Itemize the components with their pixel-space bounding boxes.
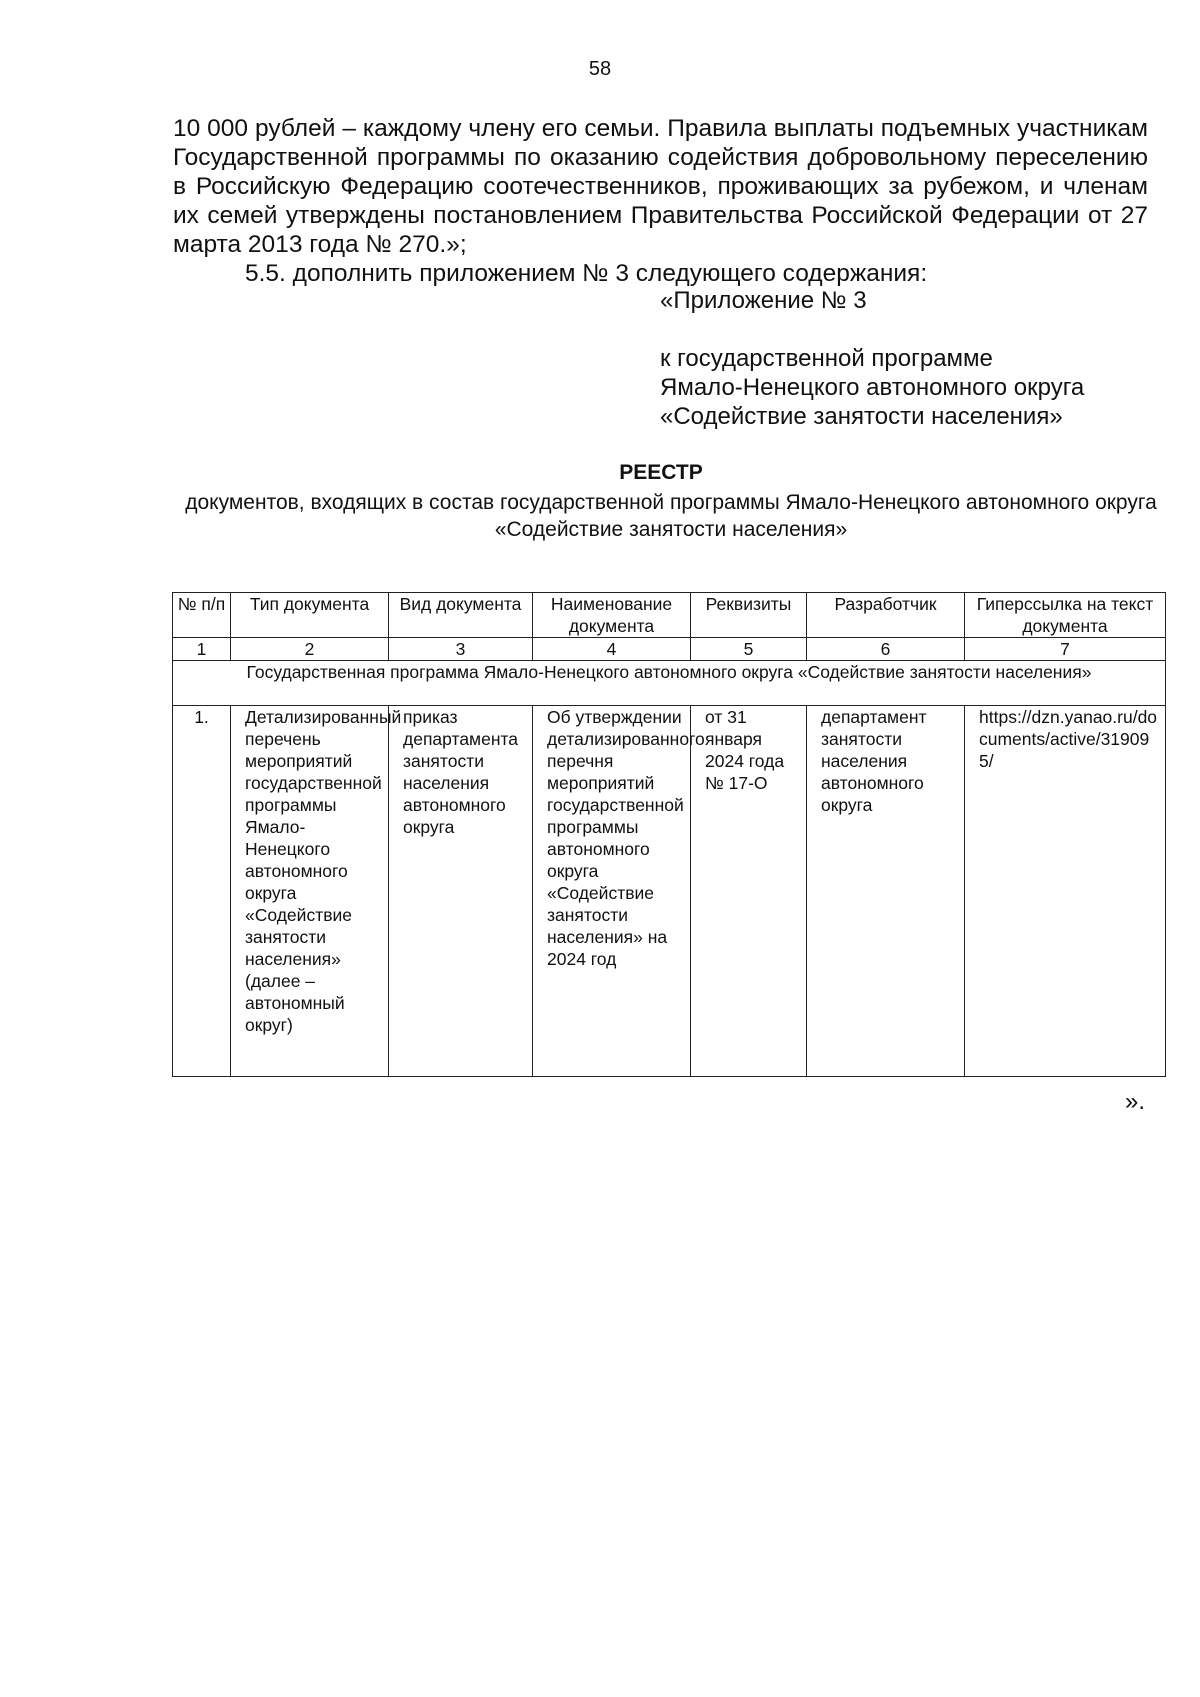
appendix-line: Ямало-Ненецкого автономного округа [660, 374, 1085, 401]
column-number: 4 [533, 638, 691, 661]
document-requisites: от 31 января 2024 года № 17-О [691, 706, 807, 1077]
closing-mark: ». [1125, 1088, 1146, 1115]
column-number: 1 [173, 638, 231, 661]
appendix-subtitle [660, 344, 1084, 431]
table-header-cell: Реквизиты [691, 593, 807, 638]
registry-title: РЕЕСТР [619, 461, 703, 484]
registry-table [172, 592, 1166, 1077]
paragraph-payments: 10 000 рублей – каждому члену его семьи. Правила выплаты подъемных участникам Государственной программы по оказанию содействия добровольному переселению в Российскую Федерацию соотечественников, проживающих за рубежом, и членам их семей утверждены постановлением Правительства Российской Федерации от 27 марта 2013 года № 270.»; [173, 115, 1148, 258]
registry-subtitle: документов, входящих в состав государственной программы Ямало-Ненецкого автономного округа «Содействие занятости населения» [185, 491, 1157, 541]
appendix-line: к государственной программе [660, 345, 993, 372]
section-title: Государственная программа Ямало-Ненецкого автономного округа «Содействие занятости населения» [173, 661, 1166, 706]
table-header-cell: Наименование документа [533, 593, 691, 638]
column-number: 2 [231, 638, 389, 661]
table-header-cell: Вид документа [389, 593, 533, 638]
table-header-cell: Гиперссылка на текст документа [965, 593, 1166, 638]
column-number: 7 [965, 638, 1166, 661]
table-header-cell: Тип документа [231, 593, 389, 638]
column-number: 5 [691, 638, 807, 661]
table-header-cell: № п/п [173, 593, 231, 638]
page-number: 58 [588, 58, 612, 80]
appendix-title: «Приложение № 3 [660, 287, 867, 314]
column-number: 6 [807, 638, 965, 661]
table-row [173, 706, 1166, 1077]
document-developer: департамент занятости населения автономного округа [807, 706, 965, 1077]
column-number: 3 [389, 638, 533, 661]
table-header-cell: Разработчик [807, 593, 965, 638]
table-column-number-row [173, 638, 1166, 661]
document-type: Детализированный перечень мероприятий государственной программы Ямало-Ненецкого автономного округа «Содействие занятости населения» (далее – автономный округ) [231, 706, 389, 1077]
document-name: Об утверждении детализированного перечня мероприятий государственной программы автономного округа «Содействие занятости населения» на 2024 год [533, 706, 691, 1077]
appendix-line: «Содействие занятости населения» [660, 403, 1063, 430]
body-text [173, 114, 1148, 288]
document-kind: приказ департамента занятости населения автономного округа [389, 706, 533, 1077]
row-number: 1. [173, 706, 231, 1077]
table-header-row [173, 593, 1166, 638]
paragraph-amendment: 5.5. дополнить приложением № 3 следующего содержания: [245, 260, 928, 287]
document-link[interactable]: https://dzn.yanao.ru/documents/active/319095/ [965, 706, 1166, 1077]
table-section-row [173, 661, 1166, 706]
